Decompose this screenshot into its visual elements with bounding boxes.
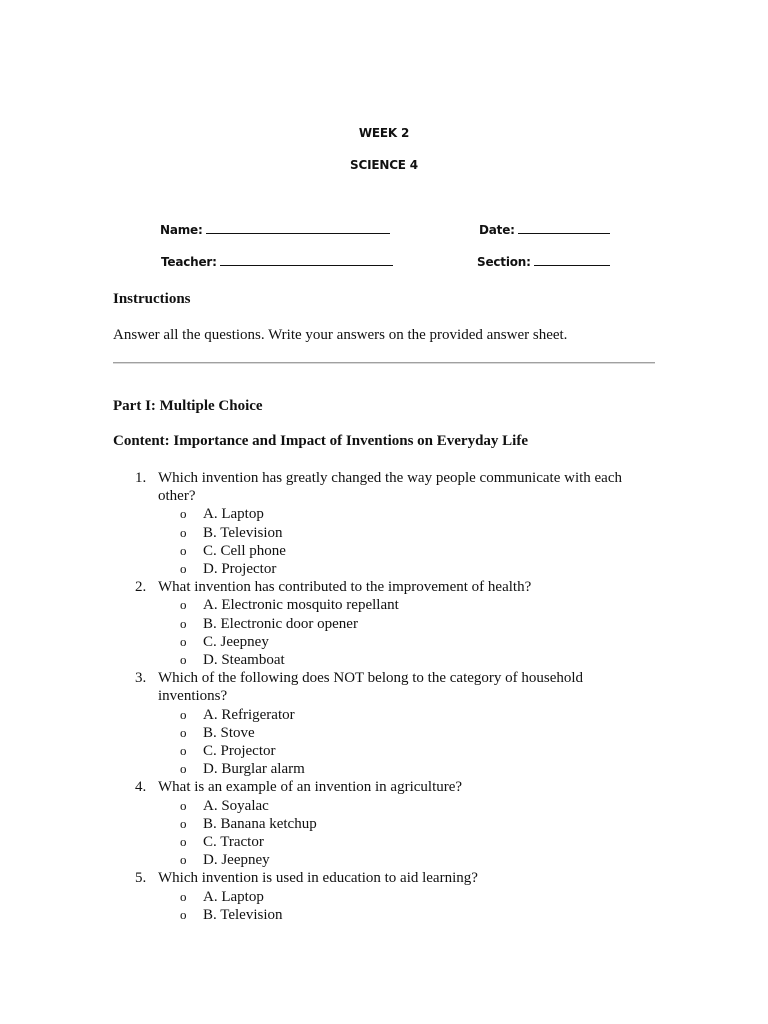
answer-option [158,906,653,924]
question-item [113,778,653,869]
answer-option [158,888,653,906]
answer-option [158,524,653,542]
question-number: 2. [135,579,147,596]
circle-bullet-icon: o [180,706,187,722]
option-text: D. Steamboat [203,652,285,669]
teacher-field[interactable] [161,254,393,269]
answer-option [158,505,653,523]
instructions-text: Answer all the questions. Write your answers on the provided answer sheet. [113,327,568,343]
option-text: A. Laptop [203,506,264,523]
question-text: What invention has contributed to the improvement of health? [158,579,532,596]
question-text: inventions? [158,688,228,705]
option-text: C. Jeepney [203,633,269,650]
answer-option [158,724,653,742]
question-item [113,869,653,924]
answer-option [158,760,653,778]
name-field[interactable] [160,222,390,237]
option-text: C. Projector [203,743,276,760]
option-list [158,706,653,779]
question-text: Which invention is used in education to aid learning? [158,870,478,887]
option-text: A. Laptop [203,888,264,905]
question-text: Which invention has greatly changed the way people communicate with each [158,470,622,486]
teacher-blank-line[interactable] [220,254,393,266]
option-text: A. Electronic mosquito repellant [203,597,399,614]
circle-bullet-icon: o [180,797,187,813]
date-blank-line[interactable] [518,222,610,234]
question-number: 5. [135,870,147,887]
circle-bullet-icon: o [180,615,187,631]
circle-bullet-icon: o [180,724,187,740]
question-text: Which of the following does NOT belong to the category of household [158,670,584,687]
option-text: B. Television [203,524,283,541]
option-text: C. Cell phone [203,542,286,559]
circle-bullet-icon: o [180,761,187,777]
circle-bullet-icon: o [180,743,187,759]
week-title: WEEK 2 [358,126,410,140]
answer-option [158,851,653,869]
option-text: D. Jeepney [203,852,270,869]
circle-bullet-icon: o [180,834,187,850]
section-blank-line[interactable] [534,254,610,266]
answer-option [158,560,653,578]
option-text: B. Stove [203,724,255,741]
question-item [113,578,653,669]
answer-option [158,651,653,669]
option-text: B. Banana ketchup [203,815,317,832]
date-label: Date: [479,223,515,237]
circle-bullet-icon: o [180,524,187,540]
teacher-label: Teacher: [161,255,217,269]
option-text: A. Refrigerator [203,706,295,723]
part-title: Part I: Multiple Choice [113,398,263,414]
question-number: 3. [135,670,147,687]
option-text: B. Television [203,906,283,923]
answer-option [158,833,653,851]
circle-bullet-icon: o [180,542,187,558]
answer-option [158,815,653,833]
circle-bullet-icon: o [180,852,187,868]
question-list [113,469,653,924]
answer-option [158,615,653,633]
answer-option [158,542,653,560]
option-list [158,888,653,924]
answer-option [158,633,653,651]
name-blank-line[interactable] [206,222,390,234]
question-text: other? [158,488,196,505]
question-number: 4. [135,779,147,796]
option-text: D. Projector [203,561,277,578]
circle-bullet-icon: o [180,815,187,831]
section-field[interactable] [477,254,610,269]
section-label: Section: [477,255,531,269]
circle-bullet-icon: o [180,506,187,522]
option-text: A. Soyalac [203,797,269,814]
horizontal-divider [113,362,655,364]
circle-bullet-icon: o [180,652,187,668]
content-title: Content: Importance and Impact of Inventions on Everyday Life [113,433,529,449]
question-text: What is an example of an invention in agriculture? [158,779,463,796]
answer-option [158,797,653,815]
option-text: C. Tractor [203,834,264,851]
option-text: B. Electronic door opener [203,615,358,632]
circle-bullet-icon: o [180,888,187,904]
instructions-heading: Instructions [113,291,191,307]
answer-option [158,742,653,760]
circle-bullet-icon: o [180,906,187,922]
question-item [113,469,653,578]
option-list [158,505,653,578]
subject-title: SCIENCE 4 [350,158,418,172]
answer-option [158,706,653,724]
circle-bullet-icon: o [180,633,187,649]
name-label: Name: [160,223,203,237]
answer-option [158,596,653,614]
option-list [158,797,653,870]
question-number: 1. [135,470,147,486]
circle-bullet-icon: o [180,597,187,613]
option-text: D. Burglar alarm [203,761,305,778]
option-list [158,596,653,669]
question-item [113,669,653,778]
date-field[interactable] [479,222,610,237]
circle-bullet-icon: o [180,561,187,577]
